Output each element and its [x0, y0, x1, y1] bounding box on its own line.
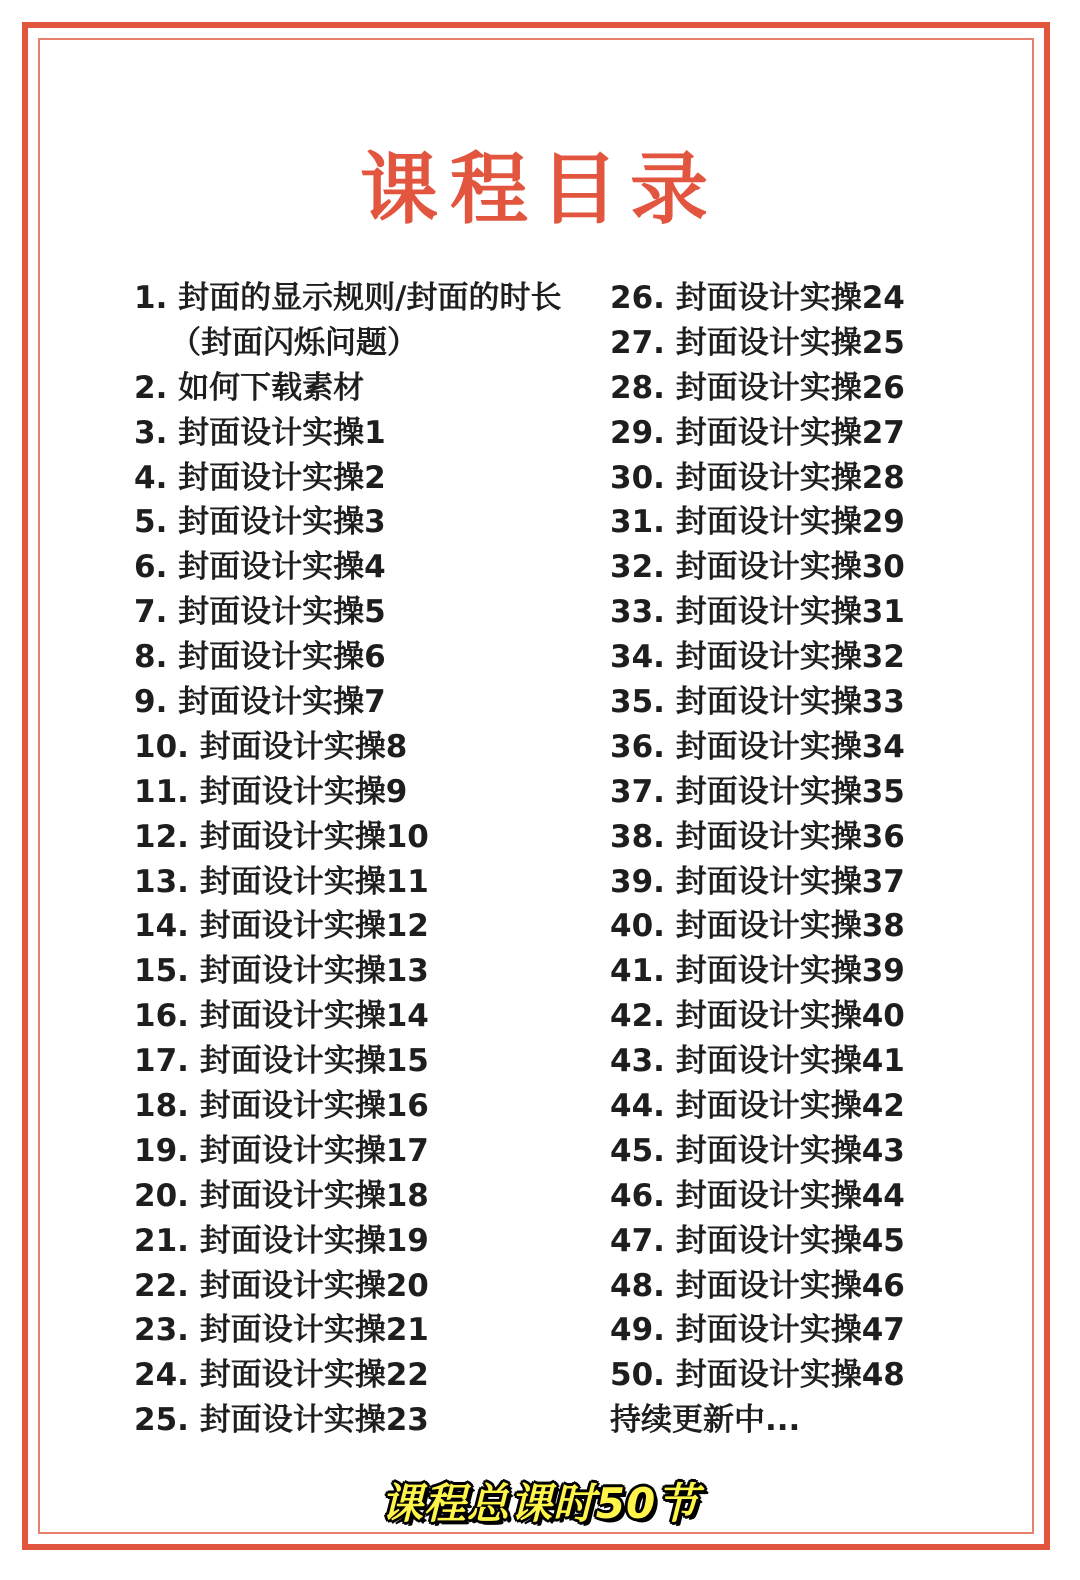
list-item: 28. 封面设计实操26	[610, 369, 905, 406]
list-item: 13. 封面设计实操11	[134, 863, 429, 900]
list-item: 27. 封面设计实操25	[610, 324, 905, 361]
list-item: 2. 如何下载素材	[134, 369, 365, 406]
list-item: 6. 封面设计实操4	[134, 549, 386, 586]
list-item: 39. 封面设计实操37	[610, 863, 905, 900]
list-item: 14. 封面设计实操12	[134, 908, 429, 945]
list-item: 44. 封面设计实操42	[610, 1088, 905, 1125]
list-item: 23. 封面设计实操21	[134, 1312, 429, 1349]
list-item: 24. 封面设计实操22	[134, 1357, 429, 1394]
list-item: 3. 封面设计实操1	[134, 414, 386, 451]
course-list-right	[610, 276, 1030, 1443]
list-item: 35. 封面设计实操33	[610, 684, 905, 721]
list-item: 9. 封面设计实操7	[134, 684, 386, 721]
total-lessons-banner: 课程总课时50节	[380, 1479, 700, 1528]
list-item: 1. 封面的显示规则/封面的时长	[134, 280, 562, 316]
list-item: 36. 封面设计实操34	[610, 728, 905, 765]
list-item: 42. 封面设计实操40	[610, 998, 905, 1035]
list-item: 18. 封面设计实操16	[134, 1088, 429, 1125]
list-item: 32. 封面设计实操30	[610, 549, 905, 586]
list-item: 17. 封面设计实操15	[134, 1043, 429, 1080]
list-item: 38. 封面设计实操36	[610, 818, 905, 855]
list-item-status: 持续更新中...	[610, 1402, 801, 1439]
list-item: 22. 封面设计实操20	[134, 1267, 429, 1304]
list-item: 7. 封面设计实操5	[134, 594, 386, 631]
list-item: 46. 封面设计实操44	[610, 1177, 905, 1214]
list-item: 30. 封面设计实操28	[610, 459, 905, 496]
list-item: 19. 封面设计实操17	[134, 1132, 429, 1169]
list-item: 8. 封面设计实操6	[134, 639, 386, 676]
list-item: 26. 封面设计实操24	[610, 280, 905, 316]
course-list-left	[134, 276, 594, 1443]
list-item: 33. 封面设计实操31	[610, 594, 905, 631]
list-item: 49. 封面设计实操47	[610, 1312, 905, 1349]
list-item: 29. 封面设计实操27	[610, 414, 905, 451]
list-item: 4. 封面设计实操2	[134, 459, 386, 496]
list-item: 12. 封面设计实操10	[134, 818, 429, 855]
list-item: 48. 封面设计实操46	[610, 1267, 905, 1304]
list-item: 10. 封面设计实操8	[134, 728, 408, 765]
list-item: 45. 封面设计实操43	[610, 1132, 905, 1169]
list-item: 31. 封面设计实操29	[610, 504, 905, 541]
list-item: 43. 封面设计实操41	[610, 1043, 905, 1080]
list-item: 5. 封面设计实操3	[134, 504, 386, 541]
list-item: 16. 封面设计实操14	[134, 998, 429, 1035]
list-item: 15. 封面设计实操13	[134, 953, 429, 990]
list-item-continuation: （封面闪烁问题）	[170, 324, 418, 361]
list-item: 40. 封面设计实操38	[610, 908, 905, 945]
list-item: 34. 封面设计实操32	[610, 639, 905, 676]
list-item: 41. 封面设计实操39	[610, 953, 905, 990]
list-item: 11. 封面设计实操9	[134, 773, 408, 810]
list-item: 20. 封面设计实操18	[134, 1177, 429, 1214]
list-item: 50. 封面设计实操48	[610, 1357, 905, 1394]
list-item: 37. 封面设计实操35	[610, 773, 905, 810]
page-title: 课程目录	[359, 145, 720, 235]
list-item: 21. 封面设计实操19	[134, 1222, 429, 1259]
list-item: 25. 封面设计实操23	[134, 1402, 429, 1439]
list-item: 47. 封面设计实操45	[610, 1222, 905, 1259]
